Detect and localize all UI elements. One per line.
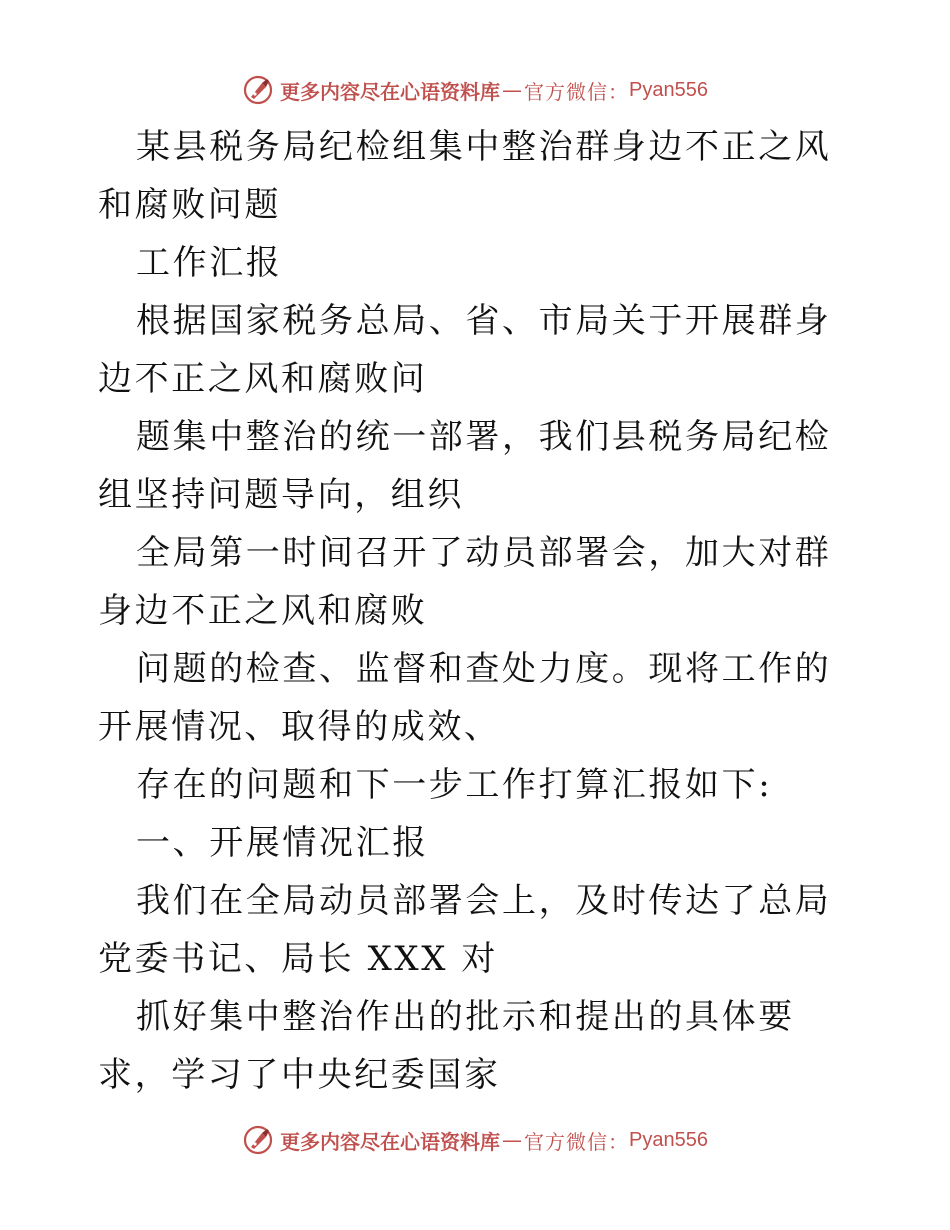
paragraph: 题集中整治的统一部署，我们县税务局纪检组坚持问题导向，组织 [98,417,832,515]
watermark-account: Pyan556 [629,1128,708,1151]
paragraph: 我们在全局动员部署会上，及时传达了总局党委书记、局长 XXX 对 [98,881,832,979]
footer-watermark [0,1122,950,1158]
paragraph: 存在的问题和下一步工作打算汇报如下: [136,765,773,805]
paragraph: 全局第一时间召开了动员部署会，加大对群身边不正之风和腐败 [98,533,832,631]
pen-nib-logo-icon [242,1124,274,1156]
document-body [98,118,854,1104]
watermark-label: 官方微信： [524,79,630,104]
pen-nib-logo-icon [242,74,274,106]
document-subtitle: 工作汇报 [136,243,283,283]
paragraph: 问题的检查、监督和查处力度。现将工作的开展情况、取得的成效、 [98,649,832,747]
watermark-label: 官方微信： [524,1129,630,1154]
watermark-brand: 更多内容尽在心语资料库 [280,1129,501,1154]
header-watermark [0,72,950,108]
paragraph: 根据国家税务总局、省、市局关于开展群身边不正之风和腐败问 [98,301,832,399]
watermark-separator: — [502,78,523,102]
watermark-account: Pyan556 [629,78,708,101]
document-title: 某县税务局纪检组集中整治群身边不正之风和腐败问题 [98,127,832,225]
paragraph: 抓好集中整治作出的批示和提出的具体要求，学习了中央纪委国家 [98,997,795,1095]
section-heading: 一、开展情况汇报 [136,823,429,863]
watermark-brand: 更多内容尽在心语资料库 [280,79,501,104]
watermark-separator: — [502,1128,523,1152]
